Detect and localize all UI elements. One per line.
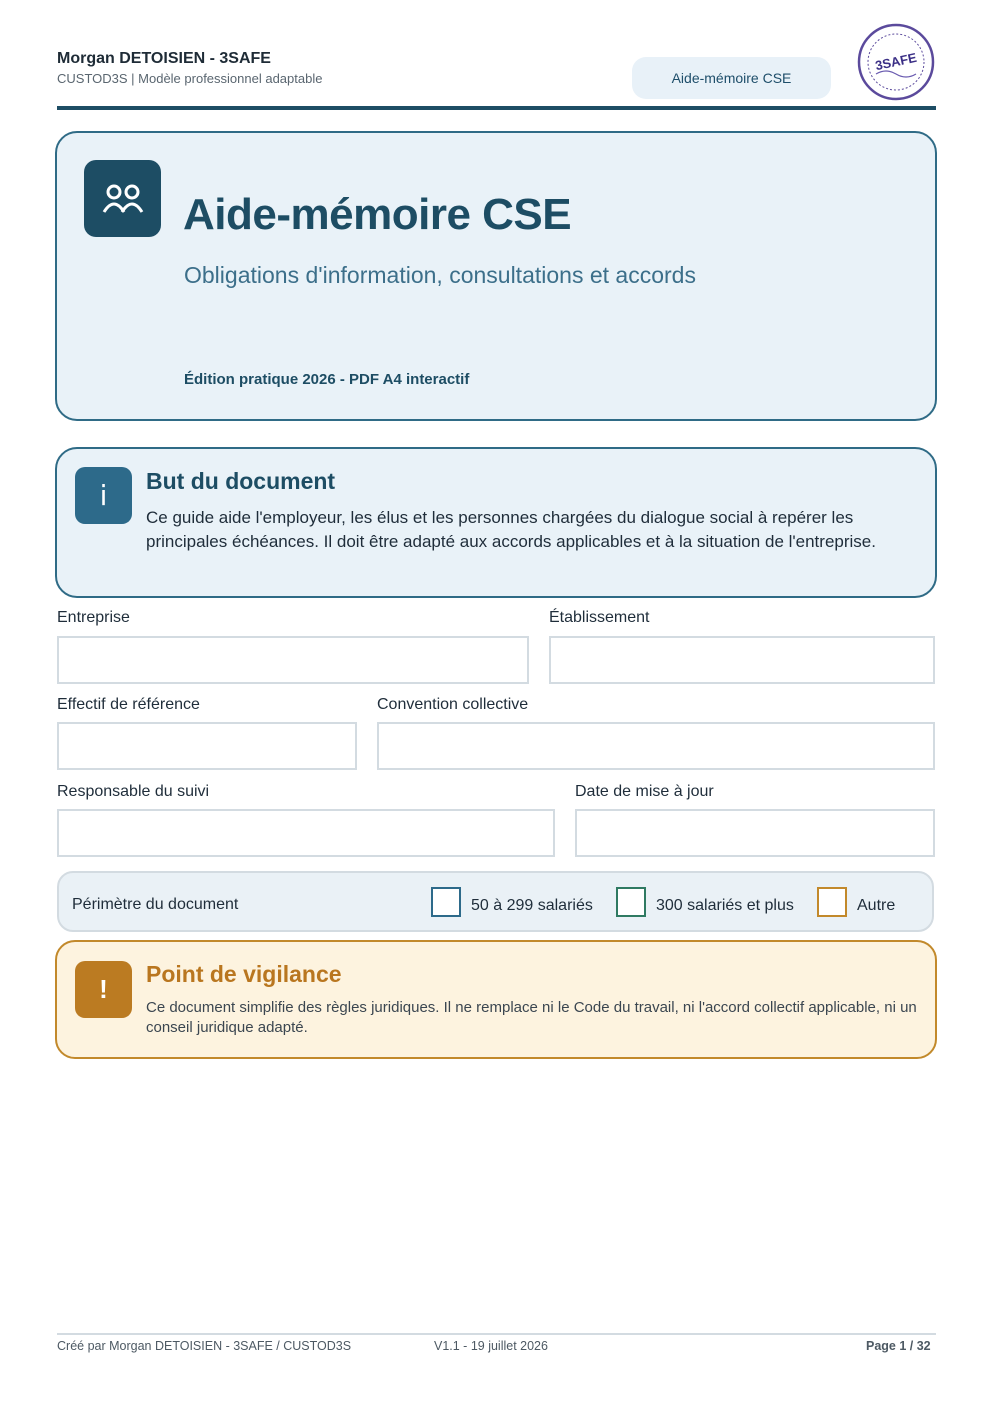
responsable-field[interactable] bbox=[57, 809, 555, 857]
checkbox-autre-label: Autre bbox=[857, 897, 896, 914]
vigilance-title: Point de vigilance bbox=[146, 961, 342, 987]
date-label: Date de mise à jour bbox=[575, 783, 714, 800]
document-tag-label: Aide-mémoire CSE bbox=[671, 70, 792, 86]
document-title: Aide-mémoire CSE bbox=[183, 190, 572, 239]
convention-label: Convention collective bbox=[377, 696, 529, 713]
purpose-title: But du document bbox=[146, 468, 336, 494]
etablissement-label: Établissement bbox=[549, 609, 650, 626]
checkbox-50-299-label: 50 à 299 salariés bbox=[471, 897, 593, 914]
people-icon bbox=[84, 160, 161, 237]
checkbox-autre[interactable] bbox=[817, 887, 847, 917]
footer-divider bbox=[57, 1333, 936, 1335]
checkbox-50-299[interactable] bbox=[431, 887, 461, 917]
date-field[interactable] bbox=[575, 809, 935, 857]
responsable-label: Responsable du suivi bbox=[57, 783, 210, 800]
effectif-field[interactable] bbox=[57, 722, 357, 770]
svg-text:3SAFE: 3SAFE bbox=[873, 49, 918, 74]
header-subtitle: CUSTOD3S | Modèle professionnel adaptable bbox=[57, 71, 323, 86]
document-tag bbox=[632, 57, 831, 99]
author-name: Morgan DETOISIEN - 3SAFE bbox=[57, 50, 271, 67]
perimeter-label: Périmètre du document bbox=[72, 896, 239, 913]
etablissement-field[interactable] bbox=[549, 636, 935, 684]
entreprise-field[interactable] bbox=[57, 636, 529, 684]
entreprise-label: Entreprise bbox=[57, 609, 130, 626]
purpose-body: Ce guide aide l'employeur, les élus et les personnes chargées du dialogue social à repérer les principales échéances. Il doit être adapté aux accords applicables et à la situation de l'entreprise. bbox=[146, 508, 876, 551]
edition-label: Édition pratique 2026 - PDF A4 interactif bbox=[184, 371, 470, 388]
document-subtitle: Obligations d'information, consultations et accords bbox=[184, 262, 696, 288]
warning-icon: ! bbox=[75, 961, 132, 1018]
info-icon: i bbox=[75, 467, 132, 524]
effectif-label: Effectif de référence bbox=[57, 696, 200, 713]
footer-version: V1.1 - 19 juillet 2026 bbox=[434, 1339, 548, 1353]
convention-field[interactable] bbox=[377, 722, 935, 770]
company-seal-logo bbox=[856, 22, 936, 102]
vigilance-body: Ce document simplifie des règles juridiques. Il ne remplace ni le Code du travail, ni l'accord collectif applicable, ni un conseil juridique adapté. bbox=[146, 999, 917, 1036]
checkbox-300-plus[interactable] bbox=[616, 887, 646, 917]
checkbox-300-plus-label: 300 salariés et plus bbox=[656, 897, 794, 914]
footer-credit: Créé par Morgan DETOISIEN - 3SAFE / CUSTOD3S bbox=[57, 1339, 352, 1353]
header-divider bbox=[57, 106, 936, 110]
page-number: Page 1 / 32 bbox=[866, 1339, 931, 1353]
